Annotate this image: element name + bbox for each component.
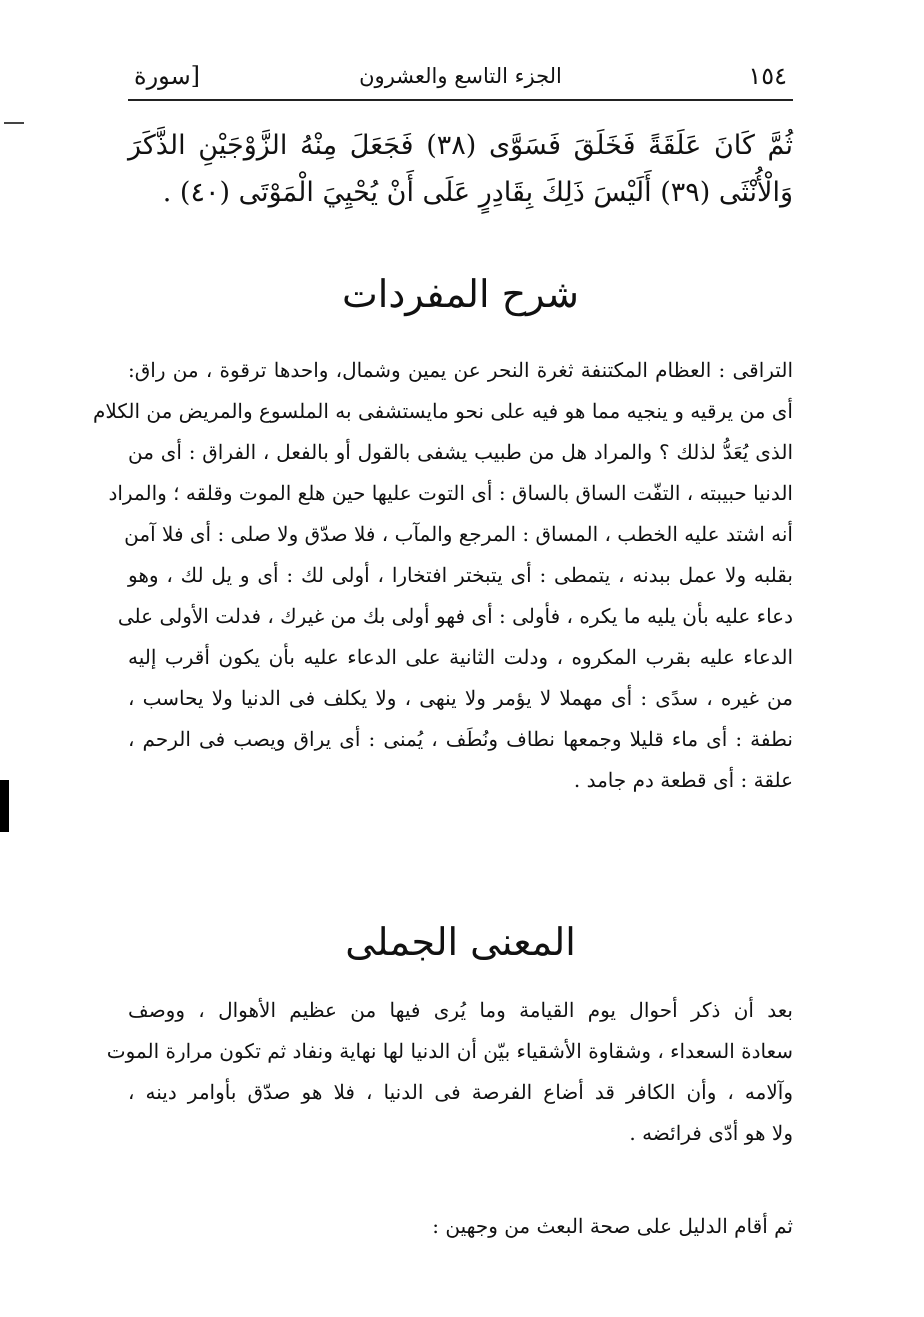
page-header (128, 58, 793, 98)
glossary-line: التراقى : العظام المكتنفة ثغرة النحر عن يمين وشمال، واحدها ترقوة ، من راق: (128, 358, 793, 382)
glossary-line: بقلبه ولا عمل ببدنه ، يتمطى : أى يتبختر افتخارا ، أولى لك : أى و يل لك ، وهو (128, 563, 793, 587)
general-line: سعادة السعداء ، وشقاوة الأشقياء بيّن أن الدنيا لها نهاية ونفاد ثم تكون مرارة الموت (106, 1039, 793, 1063)
surah-label: [سورة (134, 62, 201, 90)
general-meaning-heading: المعنى الجملى (345, 920, 576, 964)
scan-edge-tick (4, 122, 24, 124)
general-line: وآلامه ، وأن الكافر قد أضاع الفرصة فى الدنيا ، فلا هو صدّق بأوامر دينه ، (128, 1080, 793, 1104)
glossary-line: أى من يرقيه و ينجيه مما هو فيه على نحو مايستشفى به الملسوع والمريض من الكلام (93, 399, 793, 423)
glossary-paragraph (93, 350, 793, 801)
general-meaning-paragraph (106, 990, 793, 1154)
glossary-line: علقة : أى قطعة دم جامد . (573, 768, 793, 792)
quran-verses (128, 122, 793, 216)
general-line: بعد أن ذكر أحوال يوم القيامة وما يُرى فيها من عظيم الأهوال ، ووصف (128, 998, 793, 1022)
glossary-line: دعاء عليه بأن يليه ما يكره ، فأولى : أى فهو أولى بك من غيرك ، فدلت الأولى على (117, 604, 793, 628)
verse-line: ثُمَّ كَانَ عَلَقَةً فَخَلَقَ فَسَوَّى (٣٨) فَجَعَلَ مِنْهُ الزَّوْجَيْنِ الذَّكَرَ (128, 130, 794, 161)
vocab-heading: شرح المفردات (342, 272, 579, 316)
final-line: ثم أقام الدليل على صحة البعث من وجهين : (432, 1214, 793, 1238)
glossary-line: نطفة : أى ماء قليلا وجمعها نطاف ونُطَف ، يُمنى : أى يراق ويصب فى الرحم ، (128, 727, 793, 751)
glossary-line: الدعاء عليه بقرب المكروه ، ودلت الثانية على الدعاء عليه بأن يكون أقرب إليه (128, 645, 793, 669)
glossary-line: أنه اشتد عليه الخطب ، المساق : المرجع والمآب ، فلا صدّق ولا صلى : أى فلا آمن (124, 522, 793, 546)
header-rule (128, 99, 793, 101)
verse-line: وَالْأُنْثَى (٣٩) أَلَيْسَ ذَلِكَ بِقَادِرٍ عَلَى أَنْ يُحْيِيَ الْمَوْتَى (٤٠) . (162, 177, 793, 208)
scan-edge-mark (0, 780, 9, 832)
glossary-line: الدنيا حبيبته ، التفّت الساق بالساق : أى التوت عليها حين هلع الموت وقلقه ؛ والمراد (108, 481, 793, 505)
part-title: الجزء التاسع والعشرون (359, 64, 562, 88)
glossary-line: الذى يُعَدُّ لذلك ؟ والمراد هل من طبيب يشفى بالقول أو بالفعل ، الفراق : أى من (128, 440, 793, 464)
glossary-line: من غيره ، سدًى : أى مهملا لا يؤمر ولا ينهى ، ولا يكلف فى الدنيا ولا يحاسب ، (128, 686, 793, 710)
general-line: ولا هو أدّى فرائضه . (629, 1121, 793, 1145)
page-number: ١٥٤ (748, 62, 787, 90)
